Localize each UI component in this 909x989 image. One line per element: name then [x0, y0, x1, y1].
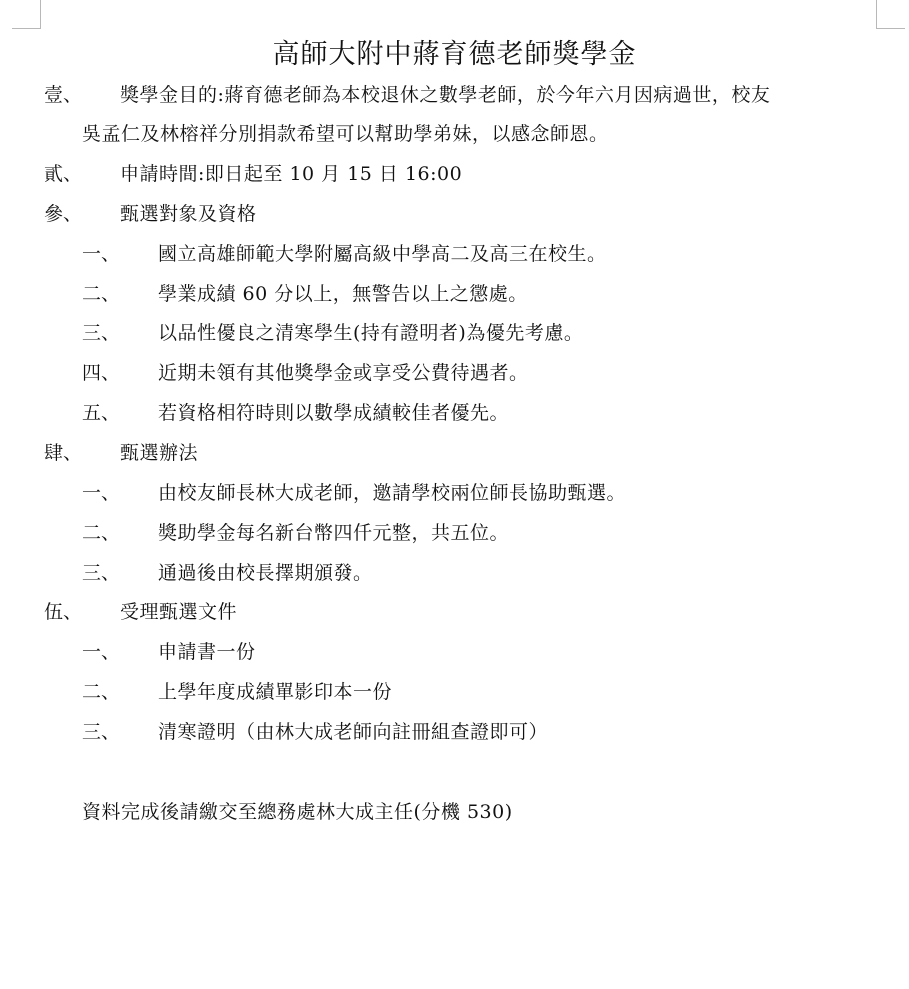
section-5-item-1-number: 一、: [82, 641, 121, 663]
section-1-line-1: 獎學金目的:蔣育德老師為本校退休之數學老師，於今年六月因病過世，校友: [120, 84, 771, 106]
section-3-item-3-text: 以品性優良之清寒學生(持有證明者)為優先考慮。: [158, 322, 584, 344]
section-4-item-2-number: 二、: [82, 522, 121, 544]
section-3-item-4-number: 四、: [82, 362, 121, 384]
submission-note: 資料完成後請繳交至總務處林大成主任(分機 530): [82, 801, 513, 823]
section-5-number: 伍、: [44, 601, 83, 623]
section-5-item-2-number: 二、: [82, 681, 121, 703]
section-3-number: 參、: [44, 203, 83, 225]
section-5-item-2-text: 上學年度成績單影印本一份: [158, 681, 393, 703]
section-2-text: 申請時間:即日起至 10 月 15 日 16:00: [120, 163, 463, 185]
section-4-number: 肆、: [44, 442, 83, 464]
section-3-item-2-text: 學業成績 60 分以上，無警告以上之懲處。: [158, 283, 528, 305]
section-4-item-1-text: 由校友師長林大成老師，邀請學校兩位師長協助甄選。: [158, 482, 627, 504]
section-4-item-3-number: 三、: [82, 562, 121, 584]
section-2-number: 貳、: [44, 163, 83, 185]
section-1-line-2: 吳孟仁及林榕祥分別捐款希望可以幫助學弟妹，以感念師恩。: [82, 123, 609, 145]
section-1-number: 壹、: [44, 84, 83, 106]
section-3-item-5-text: 若資格相符時則以數學成績較佳者優先。: [158, 402, 510, 424]
document-title: 高師大附中蔣育德老師獎學金: [272, 39, 637, 70]
section-3-item-3-number: 三、: [82, 322, 121, 344]
section-3-item-1-number: 一、: [82, 243, 121, 265]
crop-mark-right: [876, 0, 905, 29]
section-5-heading: 受理甄選文件: [120, 601, 238, 623]
section-3-item-5-number: 五、: [82, 402, 121, 424]
section-3-item-1-text: 國立高雄師範大學附屬高級中學高二及高三在校生。: [158, 243, 607, 265]
section-4-item-2-text: 獎助學金每名新台幣四仟元整，共五位。: [158, 522, 510, 544]
section-3-item-4-text: 近期未領有其他獎學金或享受公費待遇者。: [158, 362, 529, 384]
section-5-item-3-number: 三、: [82, 721, 121, 743]
section-5-item-1-text: 申請書一份: [158, 641, 256, 663]
section-4-item-3-text: 通過後由校長擇期頒發。: [158, 562, 373, 584]
section-4-heading: 甄選辦法: [120, 442, 199, 464]
section-3-item-2-number: 二、: [82, 283, 121, 305]
section-3-heading: 甄選對象及資格: [120, 203, 257, 225]
section-5-item-3-text: 清寒證明（由林大成老師向註冊組查證即可）: [158, 721, 549, 743]
crop-mark-left: [12, 0, 41, 29]
section-4-item-1-number: 一、: [82, 482, 121, 504]
